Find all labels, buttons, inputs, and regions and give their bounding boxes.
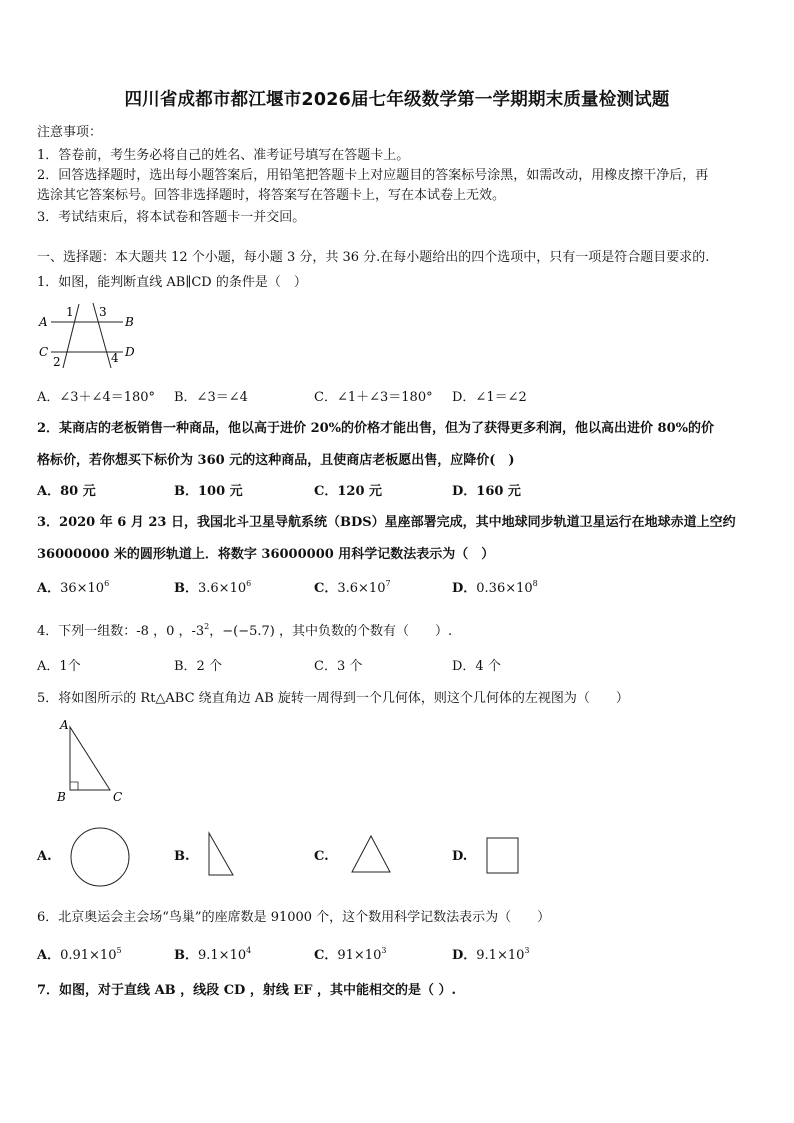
q5-option-d-label[interactable]: D. [452,849,468,864]
q4-option-a[interactable]: A．1个 [37,659,81,674]
q6-option-b[interactable]: B．$9.1\times 10^4$ [174,946,252,963]
q1-option-b[interactable]: B．∠3＝∠4 [174,390,248,405]
q3-option-c[interactable]: C．$3.6\times 10^7$ [314,579,391,596]
q2-option-c[interactable]: C．120 元 [314,484,383,499]
q2-option-d[interactable]: D．160 元 [452,484,521,499]
q5-option-a-label[interactable]: A. [37,849,52,864]
q6-stem: 6．北京奥运会主会场“鸟巢”的座席数是 91000 个，这个数用科学记数法表示为（ ） [37,910,551,925]
q1-label-b: B [125,315,134,329]
q2-option-a[interactable]: A．80 元 [37,484,96,499]
section-heading: 一、选择题：本大题共 12 个小题，每小题 3 分，共 36 分.在每小题给出的四个选项中，只有一项是符合题目要求的. [37,250,710,265]
q6-option-d[interactable]: D．$9.1\times 10^3$ [452,946,530,963]
q1-stem: 1．如图，能判断直线 AB∥CD 的条件是（ ） [37,275,307,290]
q4-stem: 4．下列一组数：-8 ，0 ，$-3^2$，−(−5.7) ，其中负数的个数有（ ）. [37,622,453,639]
q1-label-c: C [39,345,49,359]
square-shape-icon[interactable] [485,836,521,876]
q2-line-1: 2．某商店的老板销售一种商品，他以高于进价 20%的价格才能出售，但为了获得更多利润，他以高出进价 80%的价 [37,421,714,436]
q6-option-a[interactable]: A．$0.91\times 10^5$ [37,946,122,963]
q1-option-d[interactable]: D．∠1＝∠2 [452,390,527,405]
q1-option-c[interactable]: C．∠1＋∠3＝180° [314,390,433,405]
q4-option-b[interactable]: B．2 个 [174,659,222,674]
notice-item-2: 2．回答选择题时，选出每小题答案后，用铅笔把答题卡上对应题目的答案标号涂黑，如需改动，用橡皮擦干净后，再 [37,168,709,183]
q5-option-b-label[interactable]: B. [174,849,190,864]
q3-line-1: 3．2020 年 6 月 23 日，我国北斗卫星导航系统（BDS）星座部署完成，其中地球同步轨道卫星运行在地球赤道上空约 [37,515,736,530]
q1-angle-1: 1 [66,305,74,319]
q1-angle-3: 3 [99,305,107,319]
q3-option-d[interactable]: D．$0.36\times 10^8$ [452,579,538,596]
q1-figure [37,300,147,370]
q4-option-d[interactable]: D．4 个 [452,659,501,674]
notice-item-1: 1．答卷前，考生务必将自己的姓名、准考证号填写在答题卡上。 [37,148,410,163]
q1-angle-2: 2 [53,355,61,369]
q5-stem: 5．将如图所示的 Rt△ABC 绕直角边 AB 旋转一周得到一个几何体，则这个几何体的左视图为（ ） [37,691,629,706]
right-triangle-shape-icon[interactable] [205,830,237,878]
notice-item-3: 3．考试结束后，将本试卷和答题卡一并交回。 [37,210,306,225]
q5-triangle-figure [55,715,135,810]
q1-angle-4: 4 [111,351,119,365]
q6-option-c[interactable]: C．$91\times 10^3$ [314,946,387,963]
q1-label-a: A [39,315,48,329]
q5-label-a: A [60,718,69,732]
q3-option-a[interactable]: A．$36\times 10^6$ [37,579,110,596]
q5-option-c-label[interactable]: C. [314,849,329,864]
notice-item-2-cont: 选涂其它答案标号。回答非选择题时，将答案写在答题卡上，写在本试卷上无效。 [37,188,506,203]
q3-option-b[interactable]: B．$3.6\times 10^6$ [174,579,252,596]
q4-option-c[interactable]: C．3 个 [314,659,363,674]
q1-option-a[interactable]: A．∠3＋∠4＝180° [37,390,156,405]
circle-shape-icon[interactable] [68,826,132,890]
q5-label-c: C [113,790,123,804]
notice-heading: 注意事项： [37,125,103,140]
q2-line-2: 格标价，若你想买下标价为 360 元的这种商品，且使商店老板愿出售，应降价( ) [37,453,515,468]
q3-line-2: 36000000 米的圆形轨道上．将数字 36000000 用科学记数法表示为（ ） [37,547,495,562]
triangle-shape-icon[interactable] [350,834,392,874]
page-title: 四川省成都市都江堰市2026届七年级数学第一学期期末质量检测试题 [124,90,670,110]
q1-label-d: D [125,345,135,359]
q5-label-b: B [57,790,66,804]
q2-option-b[interactable]: B．100 元 [174,484,243,499]
q7-stem: 7．如图，对于直线 AB ，线段 CD ，射线 EF ，其中能相交的是（ ）. [37,983,457,998]
